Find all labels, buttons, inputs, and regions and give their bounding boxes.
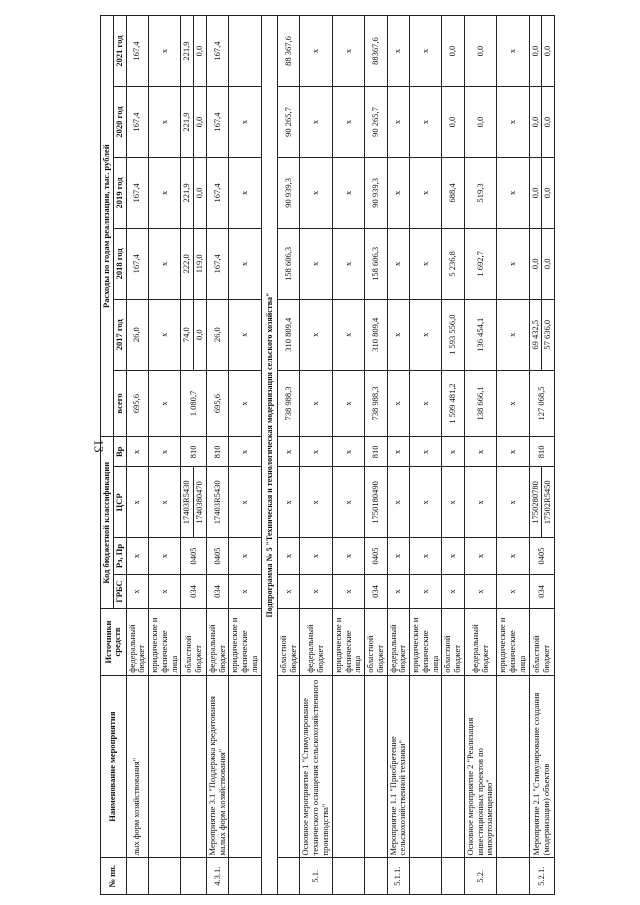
cell-no: 5.2. [464,858,496,895]
cell-rzpr: х [229,538,261,575]
cell-name [410,675,442,858]
cell-src: юридические и физические лица [410,609,442,676]
cell-value: 1740380470 [194,481,205,524]
cell-total: 127 068,5 [529,370,555,437]
cell-total: х [387,370,410,437]
table-row [261,16,277,895]
cell-rzpr: х [149,538,181,575]
cell-no: 5.1. [300,858,332,895]
cell-name [442,675,465,858]
table-row [497,16,529,895]
cell-y2019: 688,4 [442,157,465,228]
cell-grbs: х [442,574,465,608]
cell-src: юридические и физические лица [332,609,364,676]
cell-y2021: 88367,6 [365,16,388,87]
cell-csr: х [387,467,410,538]
cell-y2019: 519,3 [464,157,496,228]
cell-grbs: х [126,574,149,608]
page-number: 13 [91,439,107,453]
cell-total: х [149,370,181,437]
cell-src: федеральный бюджет [206,609,229,676]
cell-vr: х [229,437,261,467]
cell-no [332,858,364,895]
cell-y2021 [181,16,207,87]
header-2021: 2021 год [113,16,126,87]
cell-value: 0,0 [530,16,543,86]
cell-y2018: х [229,228,261,299]
cell-grbs: х [277,574,300,608]
cell-value: 74,0 [181,300,194,370]
cell-y2017: х [410,299,442,370]
header-2020: 2020 год [113,87,126,158]
cell-total: 738 988,3 [277,370,300,437]
cell-csr: 17403R5430 [206,467,229,538]
table-body [126,16,555,895]
table-row [464,16,496,895]
header-rzpr: Рз, Пр [113,538,126,575]
table-row [529,16,555,895]
cell-value: 17403R5430 [181,467,194,537]
cell-csr: х [332,467,364,538]
header-vr: Вр [113,437,126,467]
cell-vr: х [277,437,300,467]
cell-y2020: 167,4 [206,87,229,158]
cell-y2019 [529,157,555,228]
cell-grbs: 034 [206,574,229,608]
cell-y2021 [229,16,261,87]
table-row [206,16,229,895]
cell-total: х [497,370,529,437]
cell-grbs: х [410,574,442,608]
table-row [332,16,364,895]
header-2018: 2018 год [113,228,126,299]
cell-y2020: х [387,87,410,158]
cell-rzpr: 0405 [206,538,229,575]
cell-rzpr: х [410,538,442,575]
cell-y2017: х [229,299,261,370]
cell-no [229,858,261,895]
cell-value: 222,0 [181,229,194,299]
cell-src: областной бюджет [529,609,555,676]
cell-y2021: х [497,16,529,87]
cell-no [277,858,300,895]
cell-rzpr: х [126,538,149,575]
cell-y2017: 310 809,4 [277,299,300,370]
header-grbs: ГРБС [113,574,126,608]
table-row [387,16,410,895]
cell-y2020: 167,4 [126,87,149,158]
cell-y2019: х [229,157,261,228]
cell-name [277,675,300,858]
cell-name: Мероприятие 2.1 "Стимулирование создания (модернизации) объектов [529,675,555,858]
cell-y2021: 88 367,6 [277,16,300,87]
cell-total: х [410,370,442,437]
cell-value: 221,9 [181,158,194,228]
cell-y2021: 0,0 [464,16,496,87]
cell-y2020: 0,0 [464,87,496,158]
table-row [126,16,149,895]
cell-csr: х [497,467,529,538]
cell-y2020: х [300,87,332,158]
table-row [277,16,300,895]
cell-y2021: х [149,16,181,87]
cell-y2018: 158 606,3 [365,228,388,299]
cell-y2020: х [332,87,364,158]
cell-y2021: х [300,16,332,87]
cell-src: федеральный бюджет [387,609,410,676]
cell-y2017: х [497,299,529,370]
cell-src: областной бюджет [442,609,465,676]
cell-value: 0,0 [194,187,205,199]
cell-y2017: 310 809,4 [365,299,388,370]
cell-src: юридические и физические лица [497,609,529,676]
cell-value: 0,0 [530,158,543,228]
cell-rzpr: х [464,538,496,575]
cell-value: 0,0 [530,87,543,157]
header-2019: 2019 год [113,157,126,228]
cell-y2019: 90 939,3 [365,157,388,228]
cell-y2017: 136 454,1 [464,299,496,370]
cell-y2020: 90 265,7 [365,87,388,158]
cell-csr: х [149,467,181,538]
cell-y2019: х [300,157,332,228]
cell-no: 4.3.1. [206,858,229,895]
cell-y2018: х [149,228,181,299]
table-row [410,16,442,895]
cell-y2018: х [387,228,410,299]
cell-src: областной бюджет [181,609,207,676]
table-row [300,16,332,895]
cell-vr: х [442,437,465,467]
cell-no: 5.2.1. [529,858,555,895]
cell-name [332,675,364,858]
cell-y2019: х [149,157,181,228]
budget-table-sheet [100,15,630,895]
cell-rzpr: 0405 [529,538,555,575]
cell-value: 119,0 [194,254,205,274]
cell-y2018 [529,228,555,299]
cell-rzpr: х [497,538,529,575]
cell-y2019 [181,157,207,228]
cell-csr: х [229,467,261,538]
cell-y2017: 26,0 [126,299,149,370]
cell-csr: х [300,467,332,538]
cell-y2018: 167,4 [126,228,149,299]
cell-y2019: х [387,157,410,228]
cell-rzpr: х [387,538,410,575]
cell-total: 1 080,7 [181,370,207,437]
cell-rzpr: 0405 [181,538,207,575]
cell-y2017: х [332,299,364,370]
cell-y2019: х [332,157,364,228]
cell-y2020 [529,87,555,158]
subprogram-title: Подпрограмма № 5 "Техническая и технологическая модернизация сельского хозяйства" [261,16,277,895]
cell-vr: 810 [365,437,388,467]
header-expenses: Расходы по годам реализации, тыс. рублей [101,16,114,437]
cell-rzpr: х [277,538,300,575]
cell-y2021: 167,4 [206,16,229,87]
cell-y2018 [181,228,207,299]
cell-vr: х [332,437,364,467]
cell-value: 221,9 [181,87,194,157]
cell-value: 0,0 [542,187,553,199]
cell-y2020: х [410,87,442,158]
cell-y2017 [181,299,207,370]
cell-y2018: х [410,228,442,299]
header-name: Наименование мероприятия [101,675,127,858]
cell-grbs: 034 [529,574,555,608]
cell-rzpr: х [300,538,332,575]
cell-total: х [300,370,332,437]
cell-grbs: 034 [181,574,207,608]
header-2017: 2017 год [113,299,126,370]
cell-csr [181,467,207,538]
cell-grbs: х [387,574,410,608]
cell-csr: х [442,467,465,538]
cell-value: 0,0 [194,45,205,57]
cell-y2020: х [229,87,261,158]
cell-name: Основное мероприятие 2 "Реализация инвестиционных проектов по импортозамещению" [464,675,496,858]
cell-total: 138 666,1 [464,370,496,437]
cell-grbs: х [497,574,529,608]
cell-y2019: 90 939,3 [277,157,300,228]
cell-no [126,858,149,895]
header-total: всего [113,370,126,437]
cell-value: 0,0 [194,116,205,128]
cell-y2019: х [410,157,442,228]
cell-csr [529,467,555,538]
cell-total: 738 988,3 [365,370,388,437]
cell-vr: х [410,437,442,467]
cell-csr: х [410,467,442,538]
cell-no [410,858,442,895]
cell-y2017: х [300,299,332,370]
cell-y2020: 0,0 [442,87,465,158]
cell-vr: х [497,437,529,467]
cell-y2019: 167,4 [206,157,229,228]
cell-vr: х [464,437,496,467]
cell-y2020 [181,87,207,158]
header-csr: ЦСР [113,467,126,538]
cell-y2019: х [497,157,529,228]
cell-src: федеральный бюджет [300,609,332,676]
header-no: № пп. [101,858,127,895]
cell-grbs: 034 [365,574,388,608]
cell-vr: х [149,437,181,467]
cell-total: 695,6 [206,370,229,437]
cell-y2020: х [497,87,529,158]
budget-table [100,15,555,895]
cell-no: 5.1.1. [387,858,410,895]
cell-rzpr: х [332,538,364,575]
cell-y2017 [529,299,555,370]
cell-value: 57 636,0 [542,319,553,350]
cell-no [149,858,181,895]
cell-src: областной бюджет [277,609,300,676]
cell-csr: 1750180490 [365,467,388,538]
cell-src: юридические и физические лица [229,609,261,676]
cell-value: 17502R5450 [542,480,553,525]
cell-src: юридические и физические лица [149,609,181,676]
cell-value: 0,0 [542,258,553,270]
cell-vr: 810 [529,437,555,467]
cell-value: 0,0 [542,116,553,128]
cell-value: 221,9 [181,16,194,86]
cell-value: 1750280780 [530,467,543,537]
cell-total: х [332,370,364,437]
header-kbk: Код бюджетной классификации [101,437,114,609]
cell-y2018: 5 236,8 [442,228,465,299]
cell-grbs: х [464,574,496,608]
cell-grbs: х [149,574,181,608]
cell-vr: х [387,437,410,467]
cell-no [365,858,388,895]
cell-csr: х [277,467,300,538]
cell-name [229,675,261,858]
cell-grbs: х [332,574,364,608]
table-row [149,16,181,895]
cell-y2018: 158 606,3 [277,228,300,299]
cell-name: лых форм хозяйствования" [126,675,149,858]
cell-y2021: 0,0 [442,16,465,87]
table-row [181,16,207,895]
cell-y2020: х [149,87,181,158]
cell-y2018: х [300,228,332,299]
cell-total: х [229,370,261,437]
cell-value: 0,0 [194,329,205,341]
cell-y2017: 26,0 [206,299,229,370]
cell-vr: 810 [181,437,207,467]
cell-vr: х [126,437,149,467]
cell-grbs: х [300,574,332,608]
cell-y2020: 90 265,7 [277,87,300,158]
cell-no [181,858,207,895]
cell-y2017: 1 593 556,0 [442,299,465,370]
cell-y2021: х [410,16,442,87]
cell-src: федеральный бюджет [126,609,149,676]
cell-name [365,675,388,858]
cell-name [149,675,181,858]
cell-y2021: х [387,16,410,87]
cell-rzpr: 0405 [365,538,388,575]
cell-no [497,858,529,895]
header-source: Источники средств [101,609,127,676]
cell-y2019: 167,4 [126,157,149,228]
cell-y2018: 1 692,7 [464,228,496,299]
cell-src: областной бюджет [365,609,388,676]
cell-y2017: х [387,299,410,370]
cell-csr: х [464,467,496,538]
table-row [442,16,465,895]
cell-y2018: х [332,228,364,299]
cell-name [497,675,529,858]
cell-y2021: х [332,16,364,87]
cell-vr: 810 [206,437,229,467]
cell-y2021: 167,4 [126,16,149,87]
cell-rzpr: х [442,538,465,575]
cell-name: Мероприятие 3.1 "Поддержка кредитования малых форм хозяйствования" [206,675,229,858]
cell-csr: х [126,467,149,538]
table-row [365,16,388,895]
cell-y2018: х [497,228,529,299]
cell-name [181,675,207,858]
cell-value: 0,0 [542,45,553,57]
cell-y2021 [529,16,555,87]
cell-name: Мероприятие 1.1 "Приобретение сельскохозяйственной техники" [387,675,410,858]
cell-y2017: х [149,299,181,370]
cell-total: 1 599 481,2 [442,370,465,437]
table-row [229,16,261,895]
cell-y2018: 167,4 [206,228,229,299]
cell-value: 69 432,5 [530,300,543,370]
cell-grbs: х [229,574,261,608]
cell-src: федеральный бюджет [464,609,496,676]
cell-no [442,858,465,895]
cell-value: 0,0 [530,229,543,299]
cell-name: Основное мероприятие 1 "Стимулирование технического оснащения сельскохозяйственного производства" [300,675,332,858]
cell-total: 695,6 [126,370,149,437]
cell-vr: х [300,437,332,467]
